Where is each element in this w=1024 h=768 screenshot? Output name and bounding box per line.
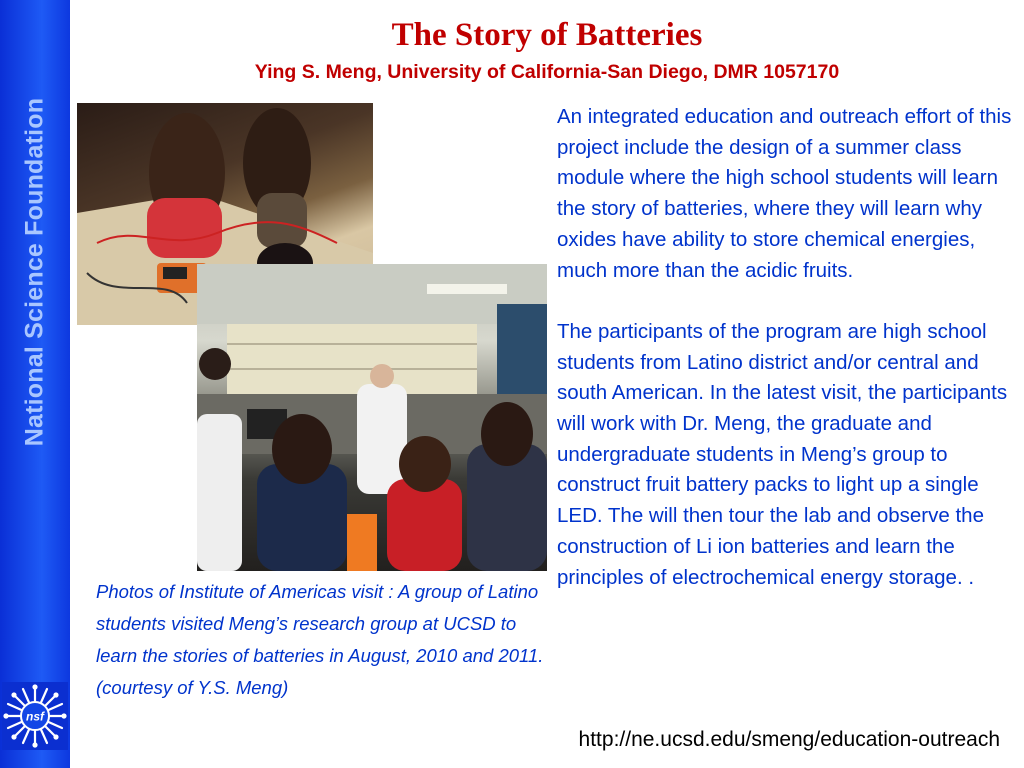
body-paragraph-2: The participants of the program are high school students from Latino district and/or central and south American. In the latest visit, the participants will work with Dr. Meng, the graduate and undergraduate students in Meng’s group to construct fruit battery packs to light up a single LED. The will then tour the lab and observe the construction of Li ion batteries and learn the principles of electrochemical energy storage. .	[557, 319, 1008, 589]
body-paragraph-1: An integrated education and outreach effort of this project include the design of a summer class module where the high school students will learn the story of batteries, where they will learn why oxides have ability to store chemical energies, much more than the acidic fruits.	[557, 105, 1012, 282]
slide-title: The Story of Batteries	[391, 17, 703, 53]
photo-lab-demonstration	[197, 264, 547, 571]
photo-caption: Photos of Institute of Americas visit : A group of Latino students visited Meng’s research group at UCSD to learn the stories of batteries in August, 2010 and 2011. (courtesy of Y.S. Meng)	[96, 581, 544, 698]
sidebar-label: National Science Foundation	[20, 97, 49, 447]
photo-lab-image	[197, 264, 547, 571]
nsf-logo-text: nsf	[26, 709, 44, 724]
body-text	[557, 102, 1017, 593]
slide-subtitle: Ying S. Meng, University of California-San Diego, DMR 1057170	[254, 61, 840, 83]
source-url-link[interactable]: http://ne.ucsd.edu/smeng/education-outreach	[578, 728, 1000, 751]
sidebar	[0, 0, 70, 768]
nsf-logo	[2, 682, 68, 750]
